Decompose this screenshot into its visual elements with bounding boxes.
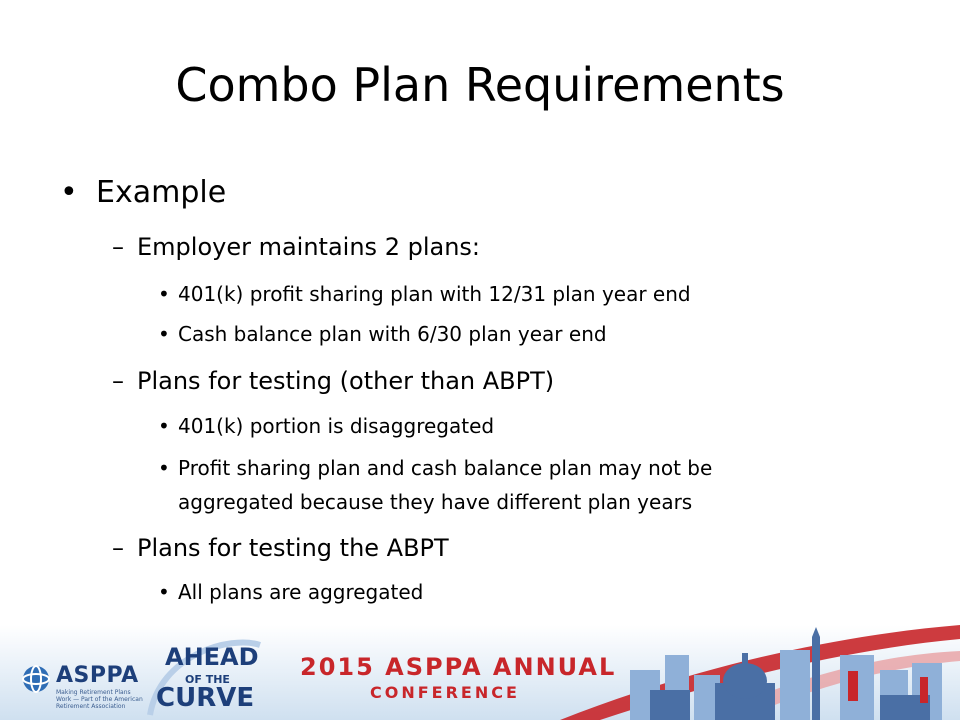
- list-item-text: Cash balance plan with 6/30 plan year end: [178, 322, 607, 346]
- ahead-of-the-curve-logo-line2: OF THE: [185, 673, 230, 686]
- list-item-text: Example: [96, 175, 227, 210]
- bullet-marker: •: [158, 282, 170, 306]
- dash-marker: –: [112, 534, 124, 562]
- ahead-of-the-curve-logo-line1: AHEAD: [165, 643, 259, 671]
- bullet-marker: •: [158, 322, 170, 346]
- list-item-text: Employer maintains 2 plans:: [137, 233, 480, 261]
- conference-title: 2015 ASPPA ANNUAL: [300, 653, 617, 681]
- bullet-marker: •: [60, 175, 78, 210]
- dash-marker: –: [112, 233, 124, 261]
- asppa-logo: ASPPA: [56, 663, 139, 688]
- asppa-globe-icon: [23, 666, 49, 692]
- slide-title: Combo Plan Requirements: [175, 58, 785, 112]
- list-item-text: Plans for testing (other than ABPT): [137, 367, 555, 395]
- list-item-text: Plans for testing the ABPT: [137, 534, 449, 562]
- conference-footer-banner: [0, 625, 960, 720]
- list-item-text: All plans are aggregated: [178, 580, 424, 604]
- dash-marker: –: [112, 367, 124, 395]
- list-item-text: 401(k) portion is disaggregated: [178, 414, 495, 438]
- bullet-marker: •: [158, 414, 170, 438]
- bullet-marker: •: [158, 456, 170, 480]
- list-item-text: 401(k) profit sharing plan with 12/31 plan year end: [178, 282, 691, 306]
- conference-subtitle: CONFERENCE: [370, 683, 520, 702]
- list-item-text: Profit sharing plan and cash balance plan may not be: [178, 456, 713, 480]
- list-item-text: aggregated because they have different plan years: [178, 490, 693, 514]
- bullet-marker: •: [158, 580, 170, 604]
- ahead-of-the-curve-logo-line3: CURVE: [156, 683, 255, 713]
- asppa-tagline: Making Retirement Plans Work — Part of the American Retirement Association: [56, 689, 143, 711]
